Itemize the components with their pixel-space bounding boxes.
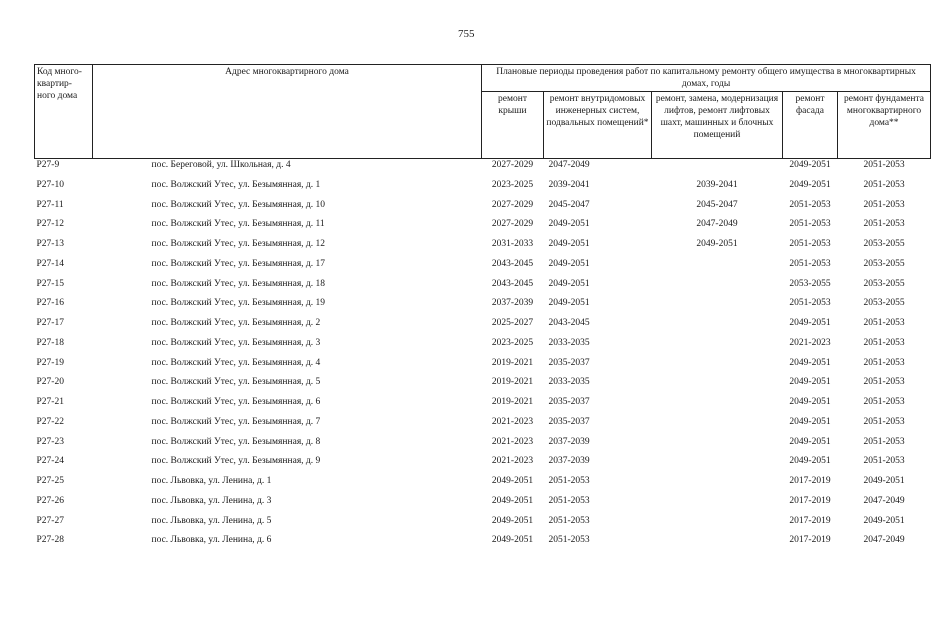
header-foundation: ремонт фундамента многоквартирного дома** [838, 92, 931, 159]
cell-roof: 2049-2051 [491, 515, 534, 526]
cell-roof: 2043-2045 [491, 278, 534, 289]
cell-foundation: 2053-2055 [863, 278, 905, 289]
cell-lifts [652, 436, 783, 456]
cell-address: пос. Волжский Утес, ул. Безымянная, д. 2 [151, 318, 321, 328]
cell-roof: 2019-2021 [491, 357, 534, 368]
table-row [35, 436, 931, 456]
cell-systems: 2049-2051 [548, 258, 590, 269]
cell-code: Р27-23 [36, 436, 64, 447]
cell-systems: 2049-2051 [548, 239, 590, 249]
cell-address: пос. Волжский Утес, ул. Безымянная, д. 10 [151, 199, 326, 210]
cell-systems: 2049-2051 [548, 278, 590, 289]
cell-code: Р27-18 [36, 337, 64, 348]
cell-address: пос. Волжский Утес, ул. Безымянная, д. 5 [151, 377, 321, 388]
cell-systems: 2037-2039 [548, 456, 590, 467]
table-row [35, 218, 931, 238]
page-number: 755 [458, 28, 475, 40]
cell-systems: 2033-2035 [548, 337, 590, 348]
cell-facade: 2049-2051 [789, 179, 831, 190]
table-row [35, 159, 931, 179]
cell-address: пос. Волжский Утес, ул. Безымянная, д. 17 [151, 258, 326, 269]
cell-address: пос. Волжский Утес, ул. Безымянная, д. 3 [151, 337, 321, 348]
cell-roof: 2049-2051 [491, 535, 534, 546]
cell-facade: 2049-2051 [789, 318, 831, 328]
cell-roof: 2027-2029 [491, 199, 534, 210]
cell-code: Р27-14 [36, 258, 64, 269]
table-row [35, 534, 931, 554]
table-row [35, 495, 931, 515]
cell-code: Р27-19 [36, 357, 64, 368]
cell-roof: 2021-2023 [491, 456, 534, 467]
table-row [35, 199, 931, 219]
capital-repair-schedule-table [34, 64, 931, 554]
table-row [35, 278, 931, 298]
cell-foundation: 2047-2049 [863, 495, 905, 506]
cell-systems: 2047-2049 [548, 160, 590, 170]
cell-code: Р27-11 [36, 199, 64, 210]
cell-facade: 2049-2051 [789, 397, 831, 407]
header-lifts: ремонт, замена, модернизация лифтов, ремонт лифтовых шахт, машинных и блочных помещений [652, 92, 783, 159]
cell-systems: 2049-2051 [548, 298, 590, 309]
cell-roof: 2025-2027 [491, 318, 534, 328]
cell-systems: 2043-2045 [548, 318, 590, 328]
cell-lifts [652, 475, 783, 495]
header-code: Код много-квартир-ного дома [35, 65, 93, 159]
cell-foundation: 2051-2053 [863, 416, 905, 427]
table-row [35, 317, 931, 337]
table-row [35, 357, 931, 377]
cell-address: пос. Береговой, ул. Школьная, д. 4 [151, 160, 291, 170]
cell-roof: 2027-2029 [491, 160, 534, 170]
cell-systems: 2039-2041 [548, 179, 590, 190]
cell-systems: 2037-2039 [548, 436, 590, 447]
cell-foundation: 2051-2053 [863, 397, 905, 407]
cell-foundation: 2053-2055 [863, 258, 905, 269]
cell-systems: 2051-2053 [548, 495, 590, 506]
cell-address: пос. Волжский Утес, ул. Безымянная, д. 8 [151, 436, 321, 447]
header-address: Адрес многоквартирного дома [93, 65, 482, 159]
cell-address: пос. Львовка, ул. Ленина, д. 1 [151, 476, 272, 486]
cell-foundation: 2051-2053 [863, 357, 905, 368]
cell-lifts [652, 416, 783, 436]
cell-lifts [652, 515, 783, 535]
cell-roof: 2049-2051 [491, 495, 534, 506]
cell-systems: 2035-2037 [548, 357, 590, 368]
cell-address: пос. Волжский Утес, ул. Безымянная, д. 4 [151, 357, 321, 368]
cell-code: Р27-28 [36, 535, 64, 546]
cell-facade: 2017-2019 [789, 495, 831, 506]
cell-facade: 2053-2055 [789, 278, 831, 289]
cell-address: пос. Львовка, ул. Ленина, д. 5 [151, 515, 272, 526]
cell-foundation: 2047-2049 [863, 535, 905, 546]
cell-foundation: 2049-2051 [863, 476, 905, 486]
table-row [35, 455, 931, 475]
cell-foundation: 2051-2053 [863, 337, 905, 348]
cell-lifts [652, 495, 783, 515]
cell-code: Р27-12 [36, 219, 64, 230]
cell-facade: 2017-2019 [789, 535, 831, 546]
cell-facade: 2017-2019 [789, 476, 831, 486]
cell-code: Р27-9 [36, 160, 60, 170]
cell-systems: 2051-2053 [548, 535, 590, 546]
table-row [35, 416, 931, 436]
cell-roof: 2043-2045 [491, 258, 534, 269]
cell-address: пос. Волжский Утес, ул. Безымянная, д. 11 [151, 219, 325, 230]
cell-roof: 2019-2021 [491, 397, 534, 407]
cell-facade: 2049-2051 [789, 456, 831, 467]
cell-address: пос. Волжский Утес, ул. Безымянная, д. 6 [151, 397, 321, 407]
cell-roof: 2023-2025 [491, 179, 534, 190]
cell-facade: 2049-2051 [789, 416, 831, 427]
table-row [35, 515, 931, 535]
cell-foundation: 2051-2053 [863, 456, 905, 467]
cell-lifts [652, 396, 783, 416]
cell-foundation: 2051-2053 [863, 219, 905, 230]
cell-lifts [652, 357, 783, 377]
cell-systems: 2033-2035 [548, 377, 590, 388]
cell-roof: 2023-2025 [491, 337, 534, 348]
cell-foundation: 2051-2053 [863, 160, 905, 170]
header-roof: ремонт крыши [482, 92, 544, 159]
cell-address: пос. Львовка, ул. Ленина, д. 3 [151, 495, 272, 506]
cell-address: пос. Волжский Утес, ул. Безымянная, д. 9 [151, 456, 321, 467]
cell-systems: 2045-2047 [548, 199, 590, 210]
table-row [35, 376, 931, 396]
cell-lifts [652, 297, 783, 317]
table-row [35, 297, 931, 317]
cell-foundation: 2051-2053 [863, 436, 905, 447]
cell-roof: 2021-2023 [491, 416, 534, 427]
table-row [35, 258, 931, 278]
table-row [35, 337, 931, 357]
cell-lifts [652, 337, 783, 357]
table-row [35, 475, 931, 495]
cell-address: пос. Волжский Утес, ул. Безымянная, д. 1 [151, 179, 321, 190]
cell-address: пос. Волжский Утес, ул. Безымянная, д. 18 [151, 278, 326, 289]
cell-address: пос. Волжский Утес, ул. Безымянная, д. 12 [151, 239, 326, 249]
cell-roof: 2021-2023 [491, 436, 534, 447]
cell-foundation: 2053-2055 [863, 239, 905, 249]
cell-facade: 2051-2053 [789, 219, 831, 230]
header-facade: ремонт фасада [783, 92, 838, 159]
header-periods-group: Плановые периоды проведения работ по капитальному ремонту общего имущества в многоквартирных домах, годы [482, 65, 931, 92]
cell-roof: 2027-2029 [491, 219, 534, 230]
cell-code: Р27-13 [36, 239, 64, 249]
cell-code: Р27-20 [36, 377, 64, 388]
cell-address: пос. Львовка, ул. Ленина, д. 6 [151, 535, 272, 546]
cell-lifts [652, 455, 783, 475]
cell-facade: 2049-2051 [789, 377, 831, 388]
cell-facade: 2021-2023 [789, 337, 831, 348]
cell-facade: 2051-2053 [789, 258, 831, 269]
cell-code: Р27-26 [36, 495, 64, 506]
cell-lifts [652, 376, 783, 396]
cell-facade: 2017-2019 [789, 515, 831, 526]
cell-code: Р27-24 [36, 456, 64, 467]
cell-foundation: 2051-2053 [863, 377, 905, 388]
table-row [35, 238, 931, 258]
cell-lifts: 2047-2049 [696, 219, 738, 230]
cell-roof: 2037-2039 [491, 298, 534, 309]
cell-roof: 2019-2021 [491, 377, 534, 388]
cell-code: Р27-21 [36, 397, 64, 407]
cell-systems: 2035-2037 [548, 416, 590, 427]
cell-facade: 2049-2051 [789, 357, 831, 368]
cell-code: Р27-27 [36, 515, 64, 526]
cell-roof: 2031-2033 [491, 239, 534, 249]
cell-lifts: 2045-2047 [696, 199, 738, 210]
cell-foundation: 2049-2051 [863, 515, 905, 526]
cell-lifts [652, 534, 783, 554]
cell-code: Р27-17 [36, 318, 64, 328]
cell-facade: 2051-2053 [789, 239, 831, 249]
cell-foundation: 2051-2053 [863, 179, 905, 190]
cell-systems: 2049-2051 [548, 219, 590, 230]
cell-lifts [652, 278, 783, 298]
cell-systems: 2051-2053 [548, 476, 590, 486]
cell-foundation: 2051-2053 [863, 199, 905, 210]
cell-lifts: 2049-2051 [696, 239, 738, 249]
cell-foundation: 2051-2053 [863, 318, 905, 328]
cell-code: Р27-16 [36, 298, 64, 309]
cell-systems: 2051-2053 [548, 515, 590, 526]
cell-code: Р27-22 [36, 416, 64, 427]
cell-systems: 2035-2037 [548, 397, 590, 407]
cell-address: пос. Волжский Утес, ул. Безымянная, д. 19 [151, 298, 326, 309]
cell-lifts: 2039-2041 [696, 179, 738, 190]
cell-roof: 2049-2051 [491, 476, 534, 486]
cell-code: Р27-10 [36, 179, 64, 190]
table-row [35, 179, 931, 199]
cell-address: пос. Волжский Утес, ул. Безымянная, д. 7 [151, 416, 321, 427]
cell-facade: 2049-2051 [789, 160, 831, 170]
cell-code: Р27-25 [36, 476, 64, 486]
cell-code: Р27-15 [36, 278, 64, 289]
cell-facade: 2051-2053 [789, 298, 831, 309]
cell-lifts [652, 159, 783, 179]
cell-lifts [652, 317, 783, 337]
cell-facade: 2051-2053 [789, 199, 831, 210]
table-row [35, 396, 931, 416]
header-systems: ремонт внутридомовых инженерных систем, подвальных помещений* [544, 92, 652, 159]
cell-facade: 2049-2051 [789, 436, 831, 447]
cell-foundation: 2053-2055 [863, 298, 905, 309]
cell-lifts [652, 258, 783, 278]
